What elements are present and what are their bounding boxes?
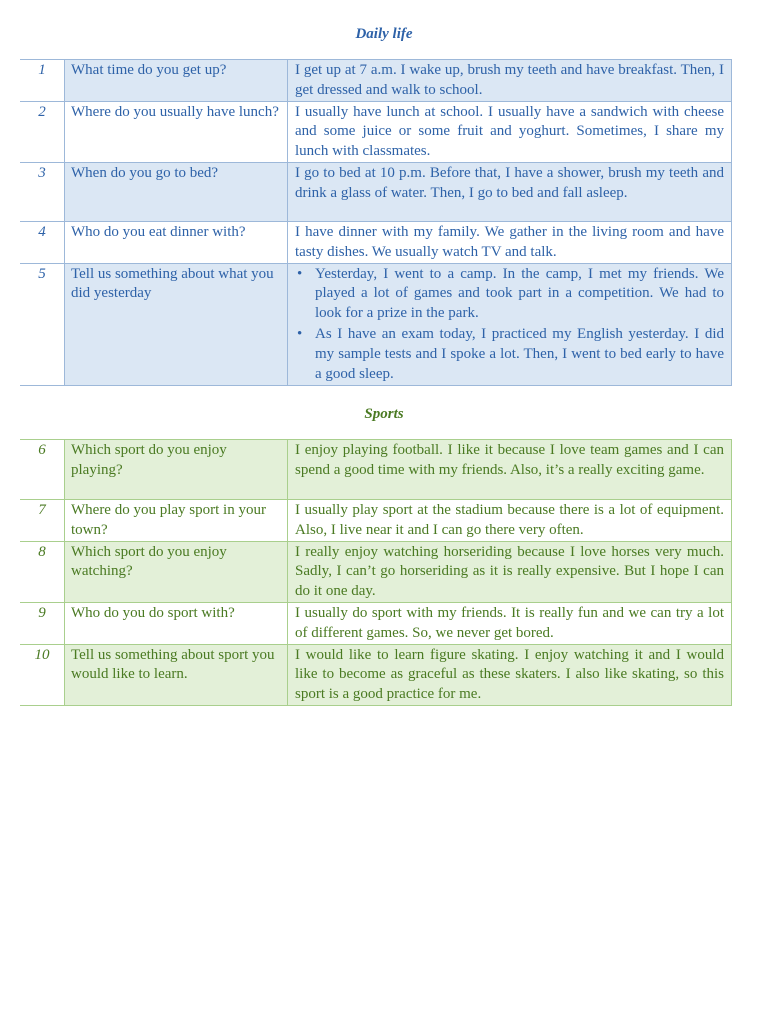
row-number: 7 <box>38 502 46 518</box>
answer-bullet-list <box>295 265 724 386</box>
question-cell: Tell us something about sport you would like to learn. <box>65 644 288 705</box>
answer-cell: I get up at 7 a.m. I wake up, brush my teeth and have breakfast. Then, I get dressed and walk to school. <box>288 60 732 102</box>
answer-cell: I would like to learn figure skating. I enjoy watching it and I would like to become as graceful as these skaters. I also like skating, so this sport is a good practice for me. <box>288 644 732 705</box>
answer-cell: I really enjoy watching horseriding because I love horses very much. Sadly, I can’t go horseriding as it is really expensive. But I hope I can do it one day. <box>288 541 732 602</box>
question-cell: Where do you usually have lunch? <box>65 101 288 162</box>
table-row <box>20 500 732 542</box>
row-number: 1 <box>38 62 46 78</box>
question-cell: What time do you get up? <box>65 60 288 102</box>
table-row <box>20 60 732 102</box>
answer-cell: I usually do sport with my friends. It is really fun and we can try a lot of different games. So, we never get bored. <box>288 602 732 644</box>
table-row <box>20 541 732 602</box>
question-cell: Which sport do you enjoy playing? <box>65 440 288 500</box>
table-row <box>20 221 732 263</box>
table-row <box>20 263 732 386</box>
sports-table <box>20 439 732 706</box>
table-row <box>20 644 732 705</box>
question-cell: When do you go to bed? <box>65 162 288 221</box>
row-number: 10 <box>34 646 50 663</box>
bullet-item: • Yesterday, I went to a camp. In the camp, I met my friends. We played a lot of games and took part in a competition. We had to look for a prize in the park. <box>315 265 724 325</box>
table-row <box>20 162 732 221</box>
question-cell: Tell us something about what you did yesterday <box>65 263 288 386</box>
row-number: 2 <box>38 103 46 120</box>
answer-cell: I have dinner with my family. We gather in the living room and have tasty dishes. We usually watch TV and talk. <box>288 221 732 263</box>
answer-cell: I enjoy playing football. I like it because I love team games and I can spend a good time with my friends. Also, it’s a really exciting game. <box>288 440 732 500</box>
daily-life-table <box>20 59 732 386</box>
row-number: 8 <box>38 543 46 560</box>
question-cell: Who do you do sport with? <box>65 602 288 644</box>
question-cell: Which sport do you enjoy watching? <box>65 541 288 602</box>
row-number: 6 <box>38 442 46 458</box>
answer-cell <box>288 263 732 386</box>
row-number: 3 <box>38 164 46 181</box>
answer-cell: I usually play sport at the stadium because there is a lot of equipment. Also, I live near it and I can go there very often. <box>288 500 732 542</box>
table-row <box>20 602 732 644</box>
row-number: 9 <box>38 604 46 621</box>
table-row <box>20 440 732 500</box>
bullet-item: • As I have an exam today, I practiced my English yesterday. I did my sample tests and I spoke a lot. Then, I went to bed early to have a good sleep. <box>315 325 724 385</box>
sports-title: Sports <box>364 406 404 422</box>
question-cell: Where do you play sport in your town? <box>65 500 288 542</box>
daily-life-title: Daily life <box>355 26 413 42</box>
row-number: 4 <box>38 223 46 240</box>
row-number: 5 <box>38 265 46 282</box>
question-cell: Who do you eat dinner with? <box>65 221 288 263</box>
table-row <box>20 101 732 162</box>
answer-cell: I go to bed at 10 p.m. Before that, I have a shower, brush my teeth and drink a glass of water. Then, I go to bed and fall asleep. <box>288 162 732 221</box>
answer-cell: I usually have lunch at school. I usually have a sandwich with cheese and some juice or some fruit and yoghurt. Sometimes, I share my lunch with classmates. <box>288 101 732 162</box>
